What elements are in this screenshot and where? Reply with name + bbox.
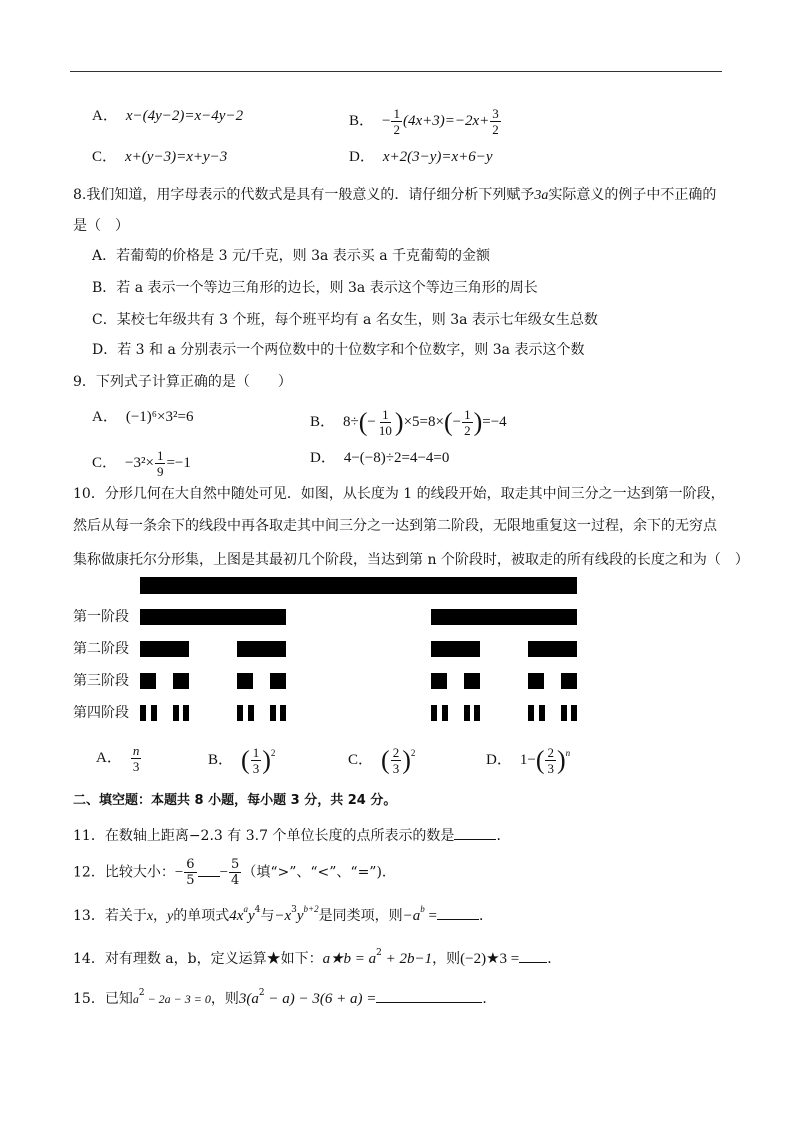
var-y: y (167, 909, 174, 924)
stage3-label: 第三阶段 (73, 673, 129, 689)
q10-option-c (348, 743, 415, 776)
option-label: B． (349, 112, 375, 129)
stage4-bar (270, 705, 276, 721)
question-text: ，则 (210, 991, 239, 1007)
stage4-bar (528, 705, 534, 721)
question-number: 9． (73, 374, 96, 390)
stage0-bar (140, 577, 577, 594)
exponent: 2 (410, 748, 416, 758)
denominator: 3 (547, 761, 554, 777)
exponent: b+2 (303, 904, 319, 914)
exponent: 2 (138, 988, 145, 998)
stage3-bar (431, 673, 447, 689)
exponent: b (420, 904, 425, 914)
paren-close: ) (402, 745, 411, 775)
denominator: 5 (186, 873, 195, 888)
denominator: 9 (156, 464, 164, 479)
q10-option-b (208, 743, 275, 776)
question-text: 实际意义的例子中不正确的 (548, 187, 717, 203)
var-3a: 3a (534, 188, 549, 203)
option-expr: 8÷ (343, 413, 359, 430)
stage4-bar (539, 705, 545, 721)
minus: − (382, 112, 391, 129)
stage4-label: 第四阶段 (73, 705, 129, 721)
q8-option-b (92, 278, 538, 298)
stage3-bar (464, 673, 480, 689)
denominator: 4 (231, 873, 240, 888)
question-text: 然后从每一条余下的线段中再各取走其中间三分之一达到第二阶段，无限地重复这一过程，余下的无穷点 (73, 518, 717, 534)
fraction (131, 743, 142, 774)
stage3-bar (270, 673, 286, 689)
numerator: 2 (392, 745, 400, 761)
equals: = (424, 908, 437, 924)
fraction (184, 857, 196, 888)
stage1-bar (431, 609, 577, 625)
q12: 12．比较大小：− $\frac{6}{5}$ − $\frac{5}{4}$ （填“>”、“<”、“=”)． (73, 857, 396, 888)
stage4-bar (464, 705, 470, 721)
option-expr: ×5=8× (403, 413, 444, 430)
denominator: 10 (378, 423, 392, 438)
paren-open: ( (535, 745, 545, 775)
exponent: 2 (270, 748, 276, 758)
var-x: x (146, 909, 154, 924)
stage2-label: 第二阶段 (73, 641, 129, 657)
stage4-bar (442, 705, 448, 721)
stage3-bar (140, 673, 156, 689)
q13 (73, 899, 493, 927)
given-expr: − 2a − 3 = 0 (144, 992, 211, 1006)
q7-option-c (92, 147, 227, 167)
question-text: 已知 (104, 991, 133, 1007)
option-expr: 1− (519, 752, 536, 768)
stage3-bar (528, 673, 544, 689)
fraction (391, 106, 402, 137)
question-text: 是同类项，则 (318, 908, 403, 924)
stage2-bar (140, 641, 189, 657)
stage4-bar (173, 705, 179, 721)
operation-def: + 2b−1 (381, 951, 433, 967)
option-expr: =−1 (166, 454, 191, 471)
denominator: 3 (252, 761, 260, 777)
option-text: 若葡萄的价格是 3 元/千克，则 3a 表示买 a 千克葡萄的金额 (116, 248, 491, 264)
numerator: n (132, 743, 140, 758)
question-number: 12． (73, 864, 105, 881)
option-label: C． (348, 752, 374, 768)
monomial: y (247, 908, 255, 924)
stage4-bar (280, 705, 286, 721)
q9-option-c (92, 448, 191, 479)
question-text: 对有理数 a，b，定义运算★如下： (104, 951, 323, 967)
option-label: A． (92, 108, 118, 124)
q10-stem-line2 (73, 516, 717, 536)
question-number: 15． (73, 991, 105, 1007)
option-label: C． (92, 454, 118, 471)
question-hint: （填“>”、“<”、“=”)． (242, 864, 396, 881)
stage4-bar (571, 705, 577, 721)
operation-def: a★b = a (322, 951, 377, 967)
denominator: 3 (132, 759, 140, 774)
header-rule (70, 71, 722, 72)
stage1-bar (140, 609, 286, 625)
stage3-bar (561, 673, 577, 689)
answer-blank[interactable] (454, 825, 496, 840)
option-text: 若 3 和 a 分别表示一个两位数中的十位数字和个位数字，则 3a 表示这个数 (117, 342, 585, 358)
option-label: A． (92, 248, 117, 264)
stage4-bar (474, 705, 480, 721)
denominator: 2 (393, 122, 400, 137)
paren-close: ) (394, 407, 404, 437)
question-number: 14． (73, 951, 105, 967)
option-label: A． (96, 749, 122, 766)
stage4-bar (561, 705, 567, 721)
q9-stem (73, 372, 292, 392)
q8-stem-line1 (73, 185, 716, 206)
q11 (73, 825, 510, 846)
target-expr: 3(a (238, 991, 259, 1007)
question-text: 是（ ） (73, 218, 129, 234)
question-text: 下列式子计算正确的是（ ） (95, 374, 292, 390)
question-text: 我们知道，用字母表示的代数式是具有一般意义的．请仔细分析下列赋予 (86, 187, 535, 203)
option-label: C． (92, 312, 117, 328)
stage1-label: 第一阶段 (73, 609, 129, 625)
option-expr: (4x+3)=−2x+ (402, 112, 490, 129)
q15 (73, 983, 496, 1009)
exponent: 4 (254, 905, 261, 915)
numerator: 5 (231, 857, 240, 872)
question-text: 集称做康托尔分形集，上图是其最初几个阶段，当达到第 n 个阶段时，被取走的所有线段的长度之和为（ ） (73, 552, 749, 568)
numerator: 1 (252, 745, 260, 761)
option-expr: (−1)⁶×3²=6 (125, 409, 194, 425)
stage3-bar (237, 673, 253, 689)
option-label: B． (208, 752, 234, 768)
option-label: B． (310, 413, 336, 430)
option-label: D． (486, 752, 512, 768)
q8-stem-line2 (73, 216, 129, 236)
q8-option-c (92, 310, 598, 330)
stage2-bar (528, 641, 577, 657)
q9-option-d (310, 448, 449, 468)
q9-option-b: B． 8÷(− $\frac{1}{10}$ )×5=8×(− $\frac{1}{2}$ )=−4 (310, 407, 507, 438)
question-text: 的单项式 (173, 908, 230, 924)
paren-open: ( (443, 407, 453, 437)
option-label: A． (92, 409, 118, 425)
option-label: D． (310, 450, 336, 466)
numerator: 2 (547, 745, 554, 761)
q9-option-a (92, 407, 193, 427)
option-expr: −3²× (125, 454, 154, 471)
q8-option-a (92, 246, 490, 266)
question-text: 比较大小： (104, 864, 175, 881)
monomial: 4x (229, 908, 244, 924)
monomial: y (296, 908, 304, 924)
question-number: 8. (73, 187, 87, 203)
stage4-bar (140, 705, 146, 721)
paren-close: ) (262, 745, 271, 775)
q10-option-a (96, 743, 142, 774)
given-expr: a (132, 992, 139, 1006)
stage4-bar (431, 705, 437, 721)
fraction (462, 407, 473, 438)
option-label: D． (92, 342, 118, 358)
numerator: 3 (492, 106, 499, 121)
target-expr: − a) − 3(6 + a) = (264, 991, 377, 1007)
q7-option-a (92, 106, 243, 126)
option-expr: =−4 (482, 413, 507, 430)
q10-stem-line1 (73, 484, 725, 504)
exponent: n (565, 748, 571, 758)
question-number: 13． (73, 908, 105, 924)
punct: ． (478, 908, 493, 924)
fraction (391, 745, 402, 776)
q7-option-d (349, 147, 493, 167)
answer-blank[interactable] (519, 948, 547, 963)
numerator: 1 (393, 106, 400, 121)
question-text: 与 (260, 908, 275, 924)
q10-option-d (486, 743, 570, 776)
monomial: −x (274, 908, 292, 924)
punct: ， (153, 908, 168, 924)
question-number: 11． (73, 828, 105, 844)
punct: ． (482, 991, 497, 1007)
option-expr: x+(y−3)=x+y−3 (125, 149, 228, 165)
paren-close: ) (556, 745, 566, 775)
numerator: 1 (382, 407, 389, 422)
option-expr: 4−(−8)÷2=4−4=0 (343, 450, 450, 466)
numerator: 6 (186, 857, 195, 872)
numerator: 1 (156, 448, 164, 463)
paren-open: ( (241, 745, 250, 775)
denominator: 2 (492, 122, 499, 137)
option-text: 某校七年级共有 3 个班，每个班平均有 a 名女生，则 3a 表示七年级女生总数 (116, 312, 598, 328)
answer-blank[interactable] (437, 905, 479, 920)
stage3-bar (173, 673, 189, 689)
denominator: 2 (464, 423, 471, 438)
exponent: 3 (291, 905, 297, 915)
paren-open: ( (381, 745, 390, 775)
q10-stem-line3 (73, 550, 749, 570)
punct: ． (547, 951, 562, 967)
option-label: C． (92, 149, 118, 165)
fraction (490, 106, 501, 137)
q14 (73, 943, 561, 969)
answer-blank[interactable] (376, 988, 482, 1003)
question-text: 若关于 (104, 908, 147, 924)
fraction (251, 745, 262, 776)
exponent: a (243, 904, 248, 914)
fraction (229, 857, 241, 888)
stage4-bar (151, 705, 157, 721)
exponent: 2 (376, 948, 382, 958)
stage2-bar (431, 641, 480, 657)
punct: ． (496, 828, 511, 844)
option-expr: x−(4y−2)=x−4y−2 (125, 108, 244, 124)
fraction (545, 745, 556, 776)
stage4-bar (183, 705, 189, 721)
numerator: 1 (464, 407, 471, 422)
paren-close: ) (473, 407, 483, 437)
section-title-fill-in: 二、填空题：本题共 8 小题，每小题 3 分，共 24 分。 (73, 793, 397, 808)
answer-expr: −a (402, 908, 421, 924)
option-expr: x+2(3−y)=x+6−y (382, 149, 493, 165)
option-text: 若 a 表示一个等边三角形的边长，则 3a 表示这个等边三角形的周长 (116, 280, 538, 296)
stage4-bar (237, 705, 243, 721)
stage4-bar (248, 705, 254, 721)
question-number: 10． (73, 486, 105, 502)
q8-option-d (92, 340, 584, 360)
fraction (155, 448, 166, 479)
paren-open: ( (358, 407, 368, 437)
option-label: B． (92, 280, 117, 296)
option-label: D． (349, 149, 375, 165)
answer-blank[interactable] (198, 866, 220, 877)
question-text: 分形几何在大自然中随处可见．如图，从长度为 1 的线段开始，取走其中间三分之一达到第一阶段， (104, 486, 725, 502)
calc-expr: (−2)★3 = (460, 951, 520, 967)
question-text: ，则 (432, 951, 461, 967)
fraction (377, 407, 394, 438)
question-text: 在数轴上距离−2.3 有 3.7 个单位长度的点所表示的数是 (104, 828, 455, 844)
stage2-bar (237, 641, 286, 657)
exponent: 2 (258, 988, 265, 998)
denominator: 3 (392, 761, 400, 777)
q7-option-b (349, 106, 502, 137)
